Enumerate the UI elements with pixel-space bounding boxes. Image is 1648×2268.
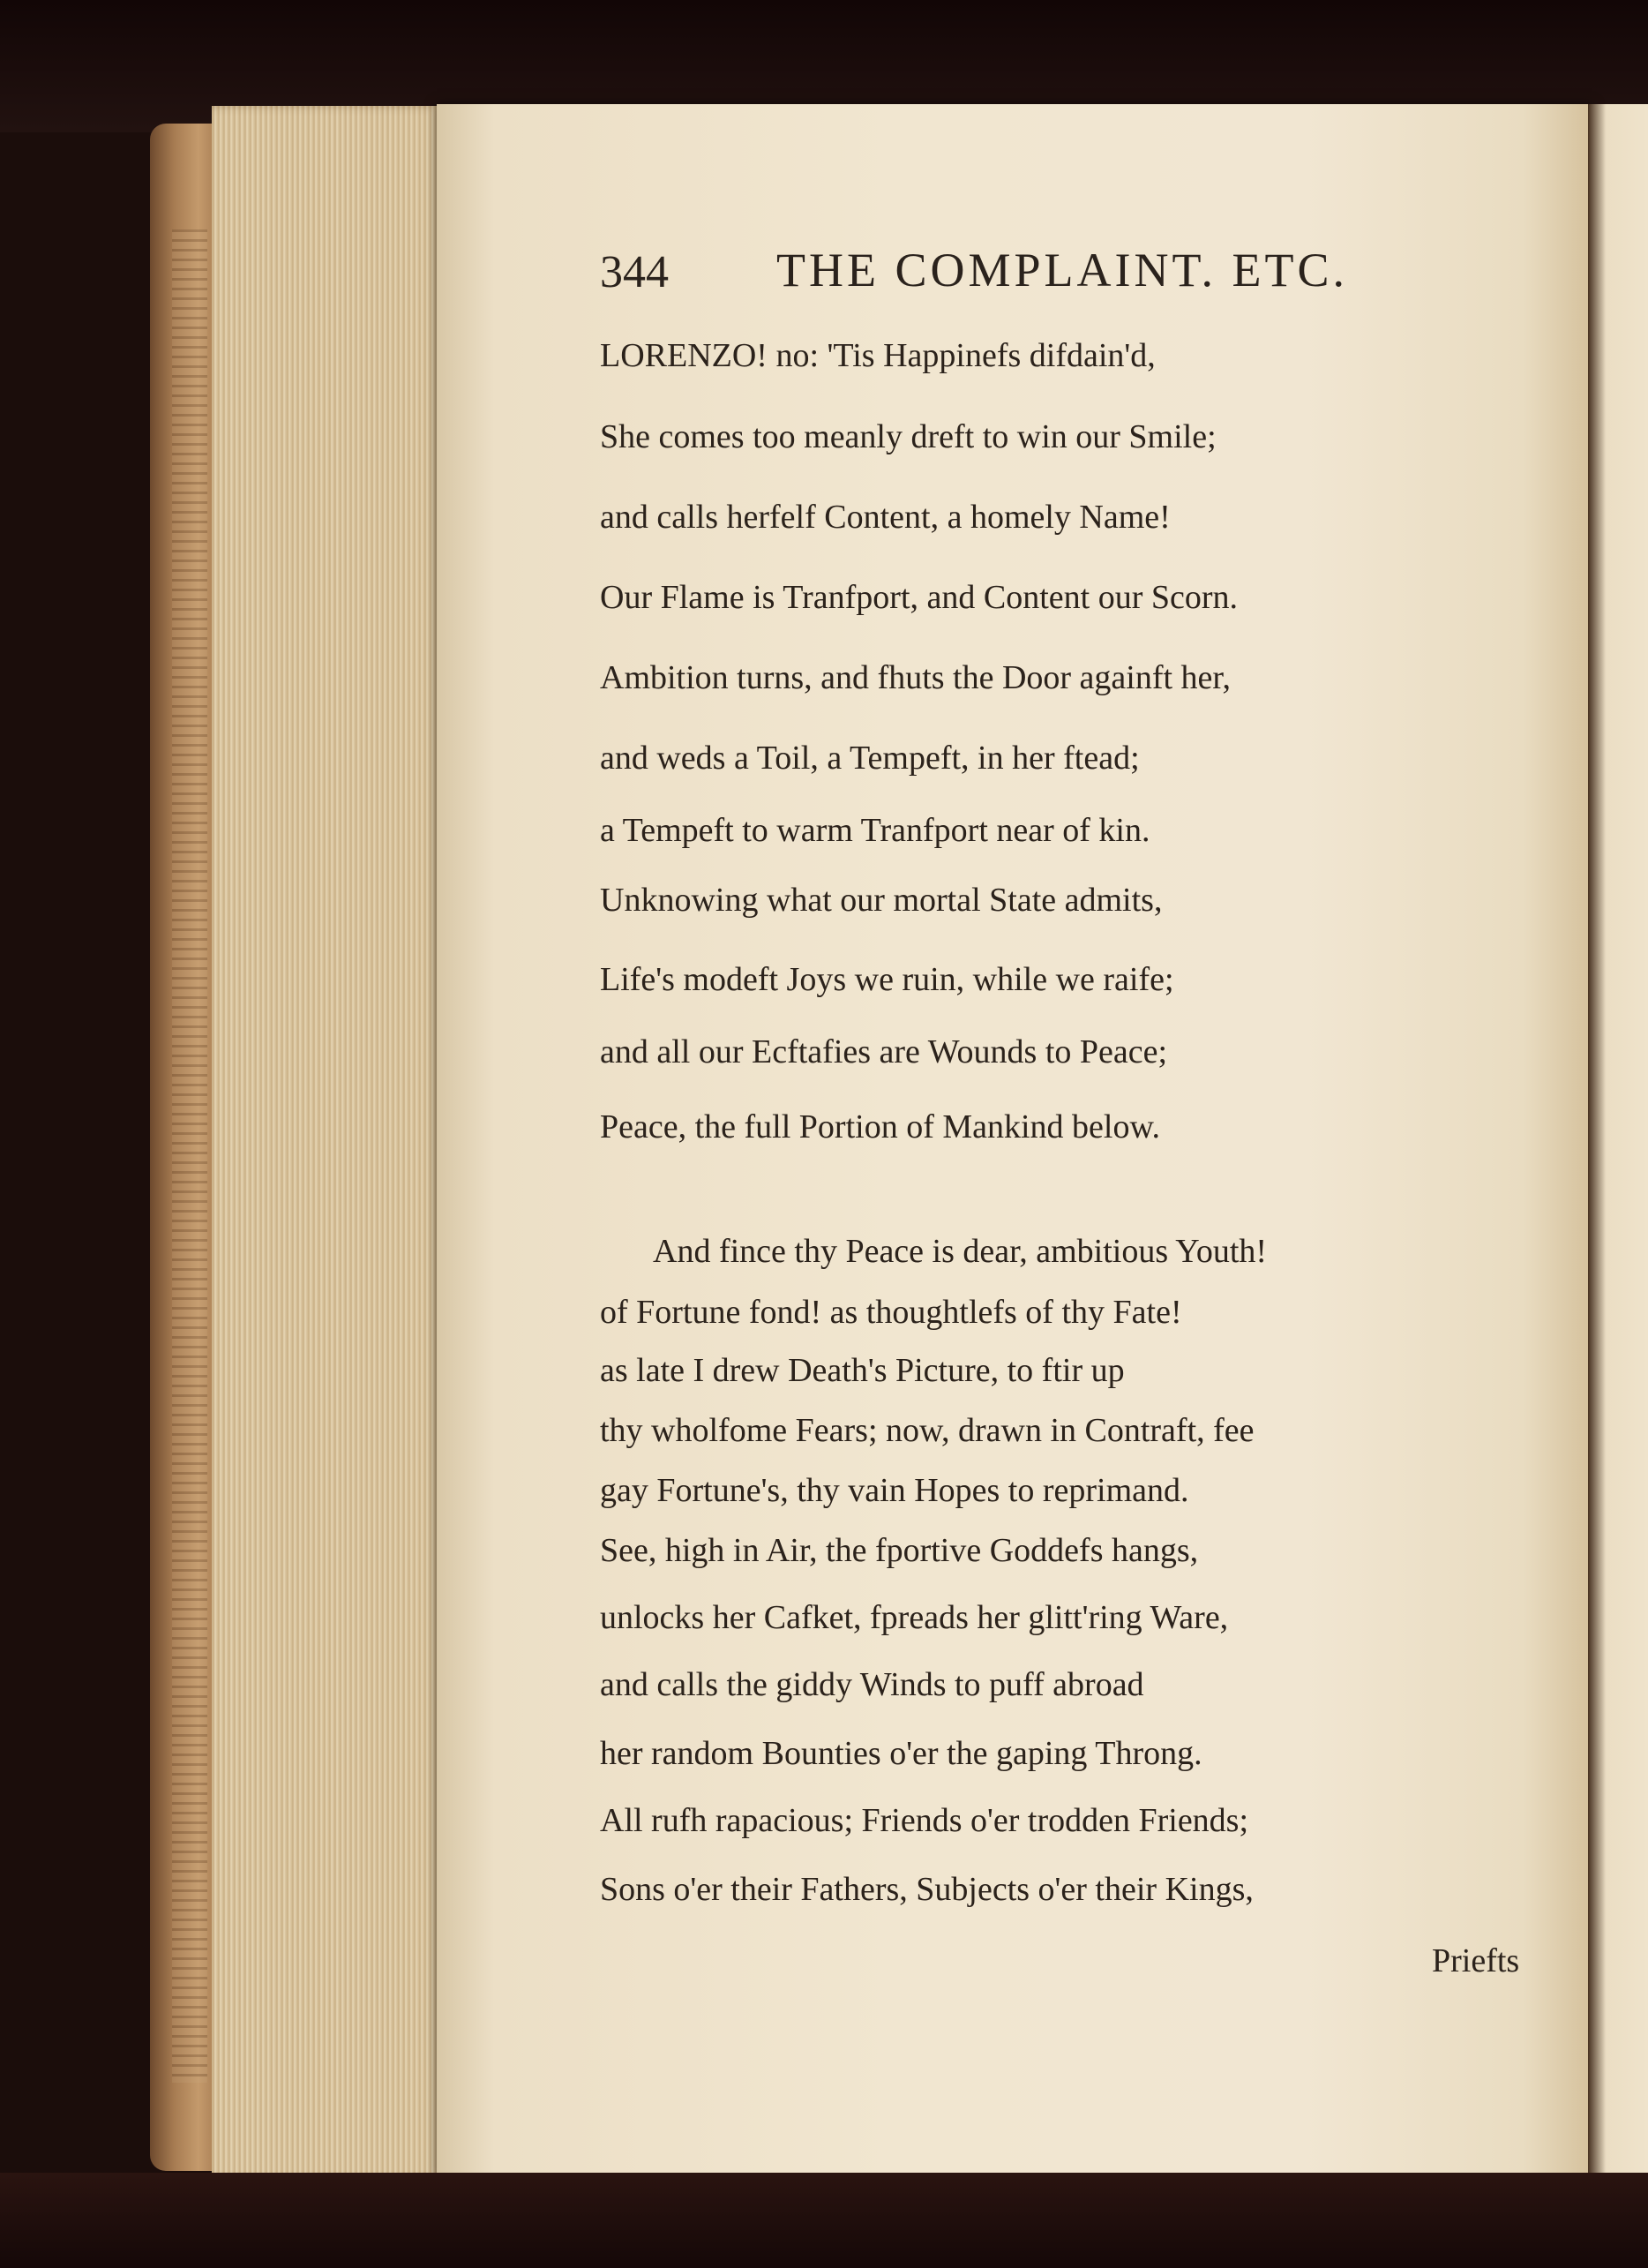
catchword: Priefts [1432, 1942, 1520, 1979]
text-line: Life's modeft Joys we ruin, while we raife; [600, 961, 1174, 998]
spine-texture [172, 229, 207, 2083]
text-line: a Tempeft to warm Tranfport near of kin. [600, 812, 1150, 849]
text-line: gay Fortune's, thy vain Hopes to reprimand. [600, 1472, 1189, 1509]
text-line: of Fortune fond! as thoughtlefs of thy Fate! [600, 1294, 1182, 1331]
text-line: And fince thy Peace is dear, ambitious Youth! [653, 1233, 1268, 1270]
text-line: and all our Ecftafies are Wounds to Peace; [600, 1033, 1168, 1070]
text-line: Ambition turns, and fhuts the Door againft her, [600, 659, 1232, 696]
text-line: unlocks her Cafket, fpreads her glitt'ring Ware, [600, 1599, 1229, 1636]
text-line: and weds a Toil, a Tempeft, in her ftead; [600, 740, 1140, 777]
text-line: Sons o'er their Fathers, Subjects o'er their Kings, [600, 1871, 1254, 1908]
text-line: Unknowing what our mortal State admits, [600, 882, 1163, 919]
running-title: THE COMPLAINT. ETC. [776, 244, 1348, 297]
background-bottom [0, 2173, 1648, 2268]
text-line: She comes too meanly dreft to win our Smile; [600, 418, 1217, 455]
text-line: thy wholfome Fears; now, drawn in Contraft, fee [600, 1412, 1255, 1449]
text-line: Peace, the full Portion of Mankind below. [600, 1108, 1160, 1145]
text-line: Our Flame is Tranfport, and Content our Scorn. [600, 579, 1239, 616]
page-edges [212, 106, 443, 2180]
running-header [600, 243, 1412, 313]
page-number: 344 [600, 247, 669, 297]
facing-page-fragment [1632, 327, 1648, 1121]
text-line: See, high in Air, the fportive Goddefs hangs, [600, 1532, 1199, 1569]
text-line: her random Bounties o'er the gaping Throng. [600, 1735, 1202, 1772]
text-line: as late I drew Death's Picture, to ftir up [600, 1352, 1125, 1389]
text-line: and calls herfelf Content, a homely Name! [600, 499, 1171, 536]
text-line: LORENZO! no: 'Tis Happinefs difdain'd, [600, 337, 1156, 374]
text-line: All rufh rapacious; Friends o'er trodden Friends; [600, 1802, 1249, 1839]
text-line: and calls the giddy Winds to puff abroad [600, 1666, 1144, 1703]
